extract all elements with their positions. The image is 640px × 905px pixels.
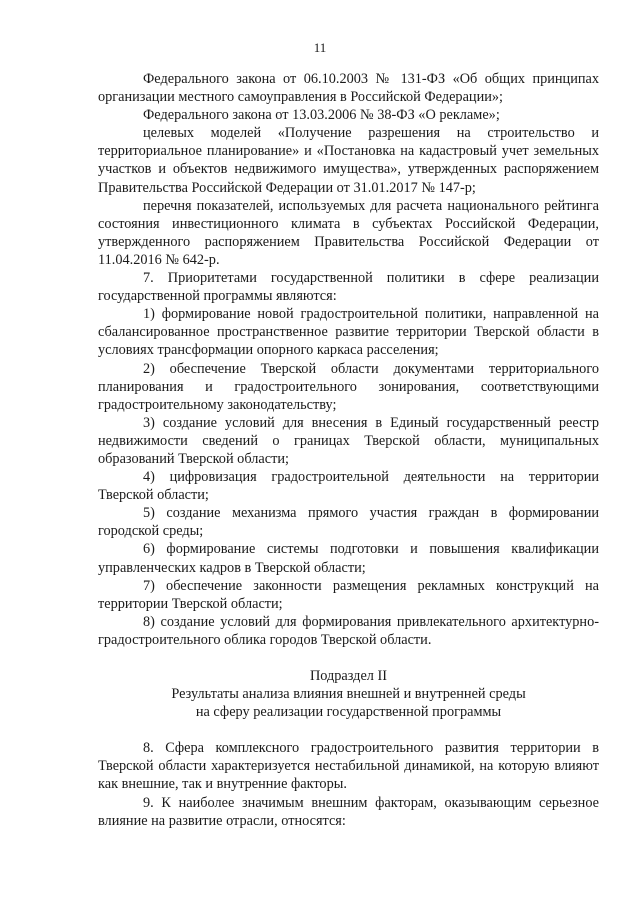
priority-item-3: 3) создание условий для внесения в Единый государственный реестр недвижимости сведений о границах Тверской области, муниципальных образований Тверской области; (98, 414, 599, 467)
section-title-line-2: на сферу реализации государственной программы (195, 704, 502, 721)
priority-item-8: 8) создание условий для формирования привлекательного архитектурно-градостроительного облика городов Тверской области. (98, 613, 599, 648)
spacer (98, 721, 599, 739)
paragraph-priorities-intro: 7. Приоритетами государственной политики в сфере реализации государственной программы являются: (98, 270, 599, 305)
priority-item-2: 2) обеспечение Тверской области документами территориального планирования и градостроительного зонирования, соответствующими градостроительному законодательству; (98, 360, 599, 413)
paragraph-federal-law-131: Федерального закона от 06.10.2003 № 131-ФЗ «Об общих принципах организации местного самоуправления в Российской Федерации»; (98, 71, 599, 106)
priority-item-6: 6) формирование системы подготовки и повышения квалификации управленческих кадров в Тверской области; (98, 541, 599, 576)
section-subheading: Подраздел II (309, 668, 388, 684)
document-body (98, 70, 599, 830)
paragraph-indicators-list: перечня показателей, используемых для расчета национального рейтинга состояния инвестиционного климата в субъектах Российской Федерации, утвержденного распоряжением Правительства Российской Федерации от 11.04.2016 № 642-р. (98, 197, 599, 268)
paragraph-section-9: 9. К наиболее значимым внешним факторам, оказывающим серьезное влияние на развитие отрасли, относятся: (98, 794, 599, 829)
priority-item-5: 5) создание механизма прямого участия граждан в формировании городской среды; (98, 505, 599, 540)
priority-item-7: 7) обеспечение законности размещения рекламных конструкций на территории Тверской области; (98, 577, 599, 612)
paragraph-section-8: 8. Сфера комплексного градостроительного развития территории в Тверской области характеризуется нестабильной динамикой, на которую влияют как внешние, так и внутренние факторы. (98, 740, 599, 793)
page-number: 11 (313, 40, 327, 55)
spacer (98, 649, 599, 667)
priority-item-4: 4) цифровизация градостроительной деятельности на территории Тверской области; (98, 469, 599, 504)
priority-item-1: 1) формирование новой градостроительной политики, направленной на сбалансированное пространственное развитие территории Тверской области в условиях трансформации опорного каркаса расселения; (98, 306, 599, 359)
section-title-line-1: Результаты анализа влияния внешней и внутренней среды (171, 686, 526, 703)
paragraph-target-models: целевых моделей «Получение разрешения на строительство и территориальное планирование» и «Постановка на кадастровый учет земельных участков и объектов недвижимого имущества», утвержденных распоряжением Правительства Российской Федерации от 31.01.2017 № 147-р; (98, 125, 599, 196)
paragraph-federal-law-38: Федерального закона от 13.03.2006 № 38-ФЗ «О рекламе»; (143, 107, 500, 124)
